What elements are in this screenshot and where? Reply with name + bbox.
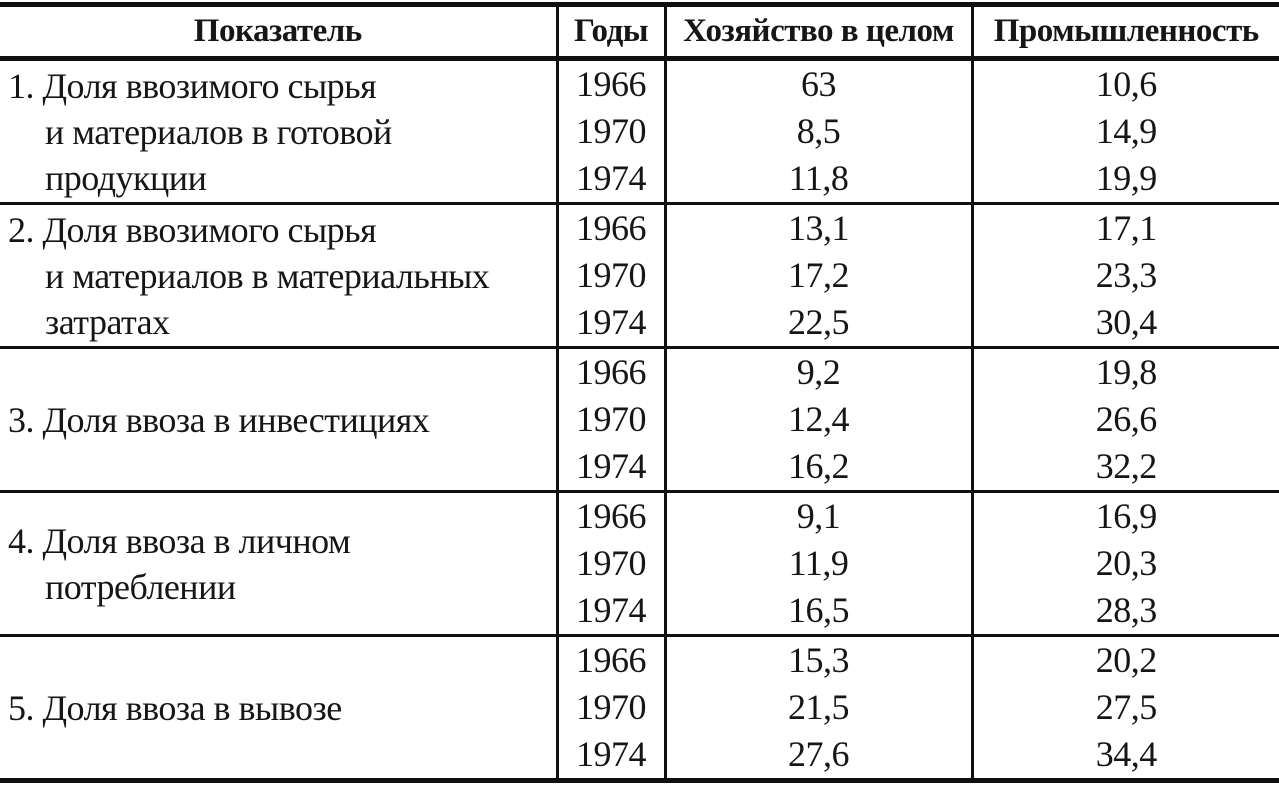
year-value: 1970 (576, 543, 646, 583)
years-cell (557, 204, 665, 348)
years-cell (557, 348, 665, 492)
year-value: 1966 (576, 208, 646, 248)
statistics-table (0, 2, 1279, 783)
industry-value: 27,5 (1095, 687, 1157, 727)
table-row (0, 348, 1279, 492)
industry-value: 26,6 (1095, 399, 1157, 439)
economy-value: 17,2 (788, 255, 849, 295)
table-row (0, 204, 1279, 348)
industry-value: 16,9 (1095, 496, 1157, 536)
year-value: 1966 (576, 496, 646, 536)
economy-value: 11,9 (788, 543, 849, 583)
industry-value: 34,4 (1095, 734, 1157, 774)
year-value: 1974 (576, 302, 646, 342)
industry-value: 20,3 (1095, 543, 1157, 583)
economy-value: 27,6 (788, 734, 849, 774)
economy-cell (665, 59, 972, 204)
indicator-line: потреблении (45, 566, 236, 607)
indicator-line: 4. Доля ввоза в личном (8, 520, 351, 561)
industry-cell (972, 636, 1279, 781)
header-years: Годы (557, 5, 665, 59)
indicator-cell (0, 348, 557, 492)
indicator-line: продукции (45, 157, 207, 198)
indicator-cell (0, 636, 557, 781)
economy-value: 21,5 (788, 687, 849, 727)
economy-cell (665, 492, 972, 636)
industry-value: 19,9 (1095, 158, 1157, 198)
table-row (0, 636, 1279, 781)
industry-cell (972, 204, 1279, 348)
indicator-cell (0, 492, 557, 636)
year-value: 1970 (576, 399, 646, 439)
header-economy: Хозяйство в целом (665, 5, 972, 59)
industry-value: 32,2 (1095, 446, 1157, 486)
economy-value: 12,4 (788, 399, 849, 439)
economy-cell (665, 636, 972, 781)
industry-value: 14,9 (1095, 111, 1157, 151)
industry-cell (972, 492, 1279, 636)
economy-value: 63 (801, 64, 836, 104)
year-value: 1974 (576, 734, 646, 774)
economy-value: 16,2 (788, 446, 849, 486)
indicator-line: и материалов в готовой (45, 111, 392, 152)
years-cell (557, 636, 665, 781)
indicator-line: 5. Доля ввоза в вывозе (8, 687, 342, 728)
economy-cell (665, 204, 972, 348)
year-value: 1966 (576, 64, 646, 104)
year-value: 1966 (576, 352, 646, 392)
year-value: 1970 (576, 111, 646, 151)
table-row (0, 59, 1279, 204)
economy-value: 11,8 (788, 158, 849, 198)
header-row (0, 5, 1279, 59)
indicator-line: затратах (45, 301, 170, 342)
header-indicator: Показатель (0, 5, 557, 59)
years-cell (557, 492, 665, 636)
economy-value: 13,1 (788, 208, 849, 248)
industry-value: 20,2 (1095, 640, 1157, 680)
industry-value: 19,8 (1095, 352, 1157, 392)
header-industry: Промышленность (972, 5, 1279, 59)
year-value: 1974 (576, 590, 646, 630)
indicator-cell (0, 59, 557, 204)
indicator-line: 3. Доля ввоза в инвестициях (8, 399, 430, 440)
economy-value: 16,5 (788, 590, 849, 630)
industry-value: 30,4 (1095, 302, 1157, 342)
industry-value: 28,3 (1095, 590, 1157, 630)
industry-value: 23,3 (1095, 255, 1157, 295)
industry-cell (972, 348, 1279, 492)
indicator-line: 1. Доля ввозимого сырья (8, 65, 377, 106)
indicator-line: и материалов в материальных (45, 255, 490, 296)
year-value: 1966 (576, 640, 646, 680)
table-row (0, 492, 1279, 636)
industry-value: 10,6 (1095, 64, 1157, 104)
economy-value: 9,2 (796, 352, 841, 392)
year-value: 1970 (576, 255, 646, 295)
year-value: 1974 (576, 158, 646, 198)
economy-value: 15,3 (788, 640, 849, 680)
year-value: 1974 (576, 446, 646, 486)
industry-cell (972, 59, 1279, 204)
year-value: 1970 (576, 687, 646, 727)
indicator-line: 2. Доля ввозимого сырья (8, 209, 377, 250)
economy-value: 8,5 (796, 111, 841, 151)
years-cell (557, 59, 665, 204)
economy-value: 9,1 (796, 496, 841, 536)
economy-cell (665, 348, 972, 492)
indicator-cell (0, 204, 557, 348)
economy-value: 22,5 (788, 302, 849, 342)
industry-value: 17,1 (1095, 208, 1157, 248)
